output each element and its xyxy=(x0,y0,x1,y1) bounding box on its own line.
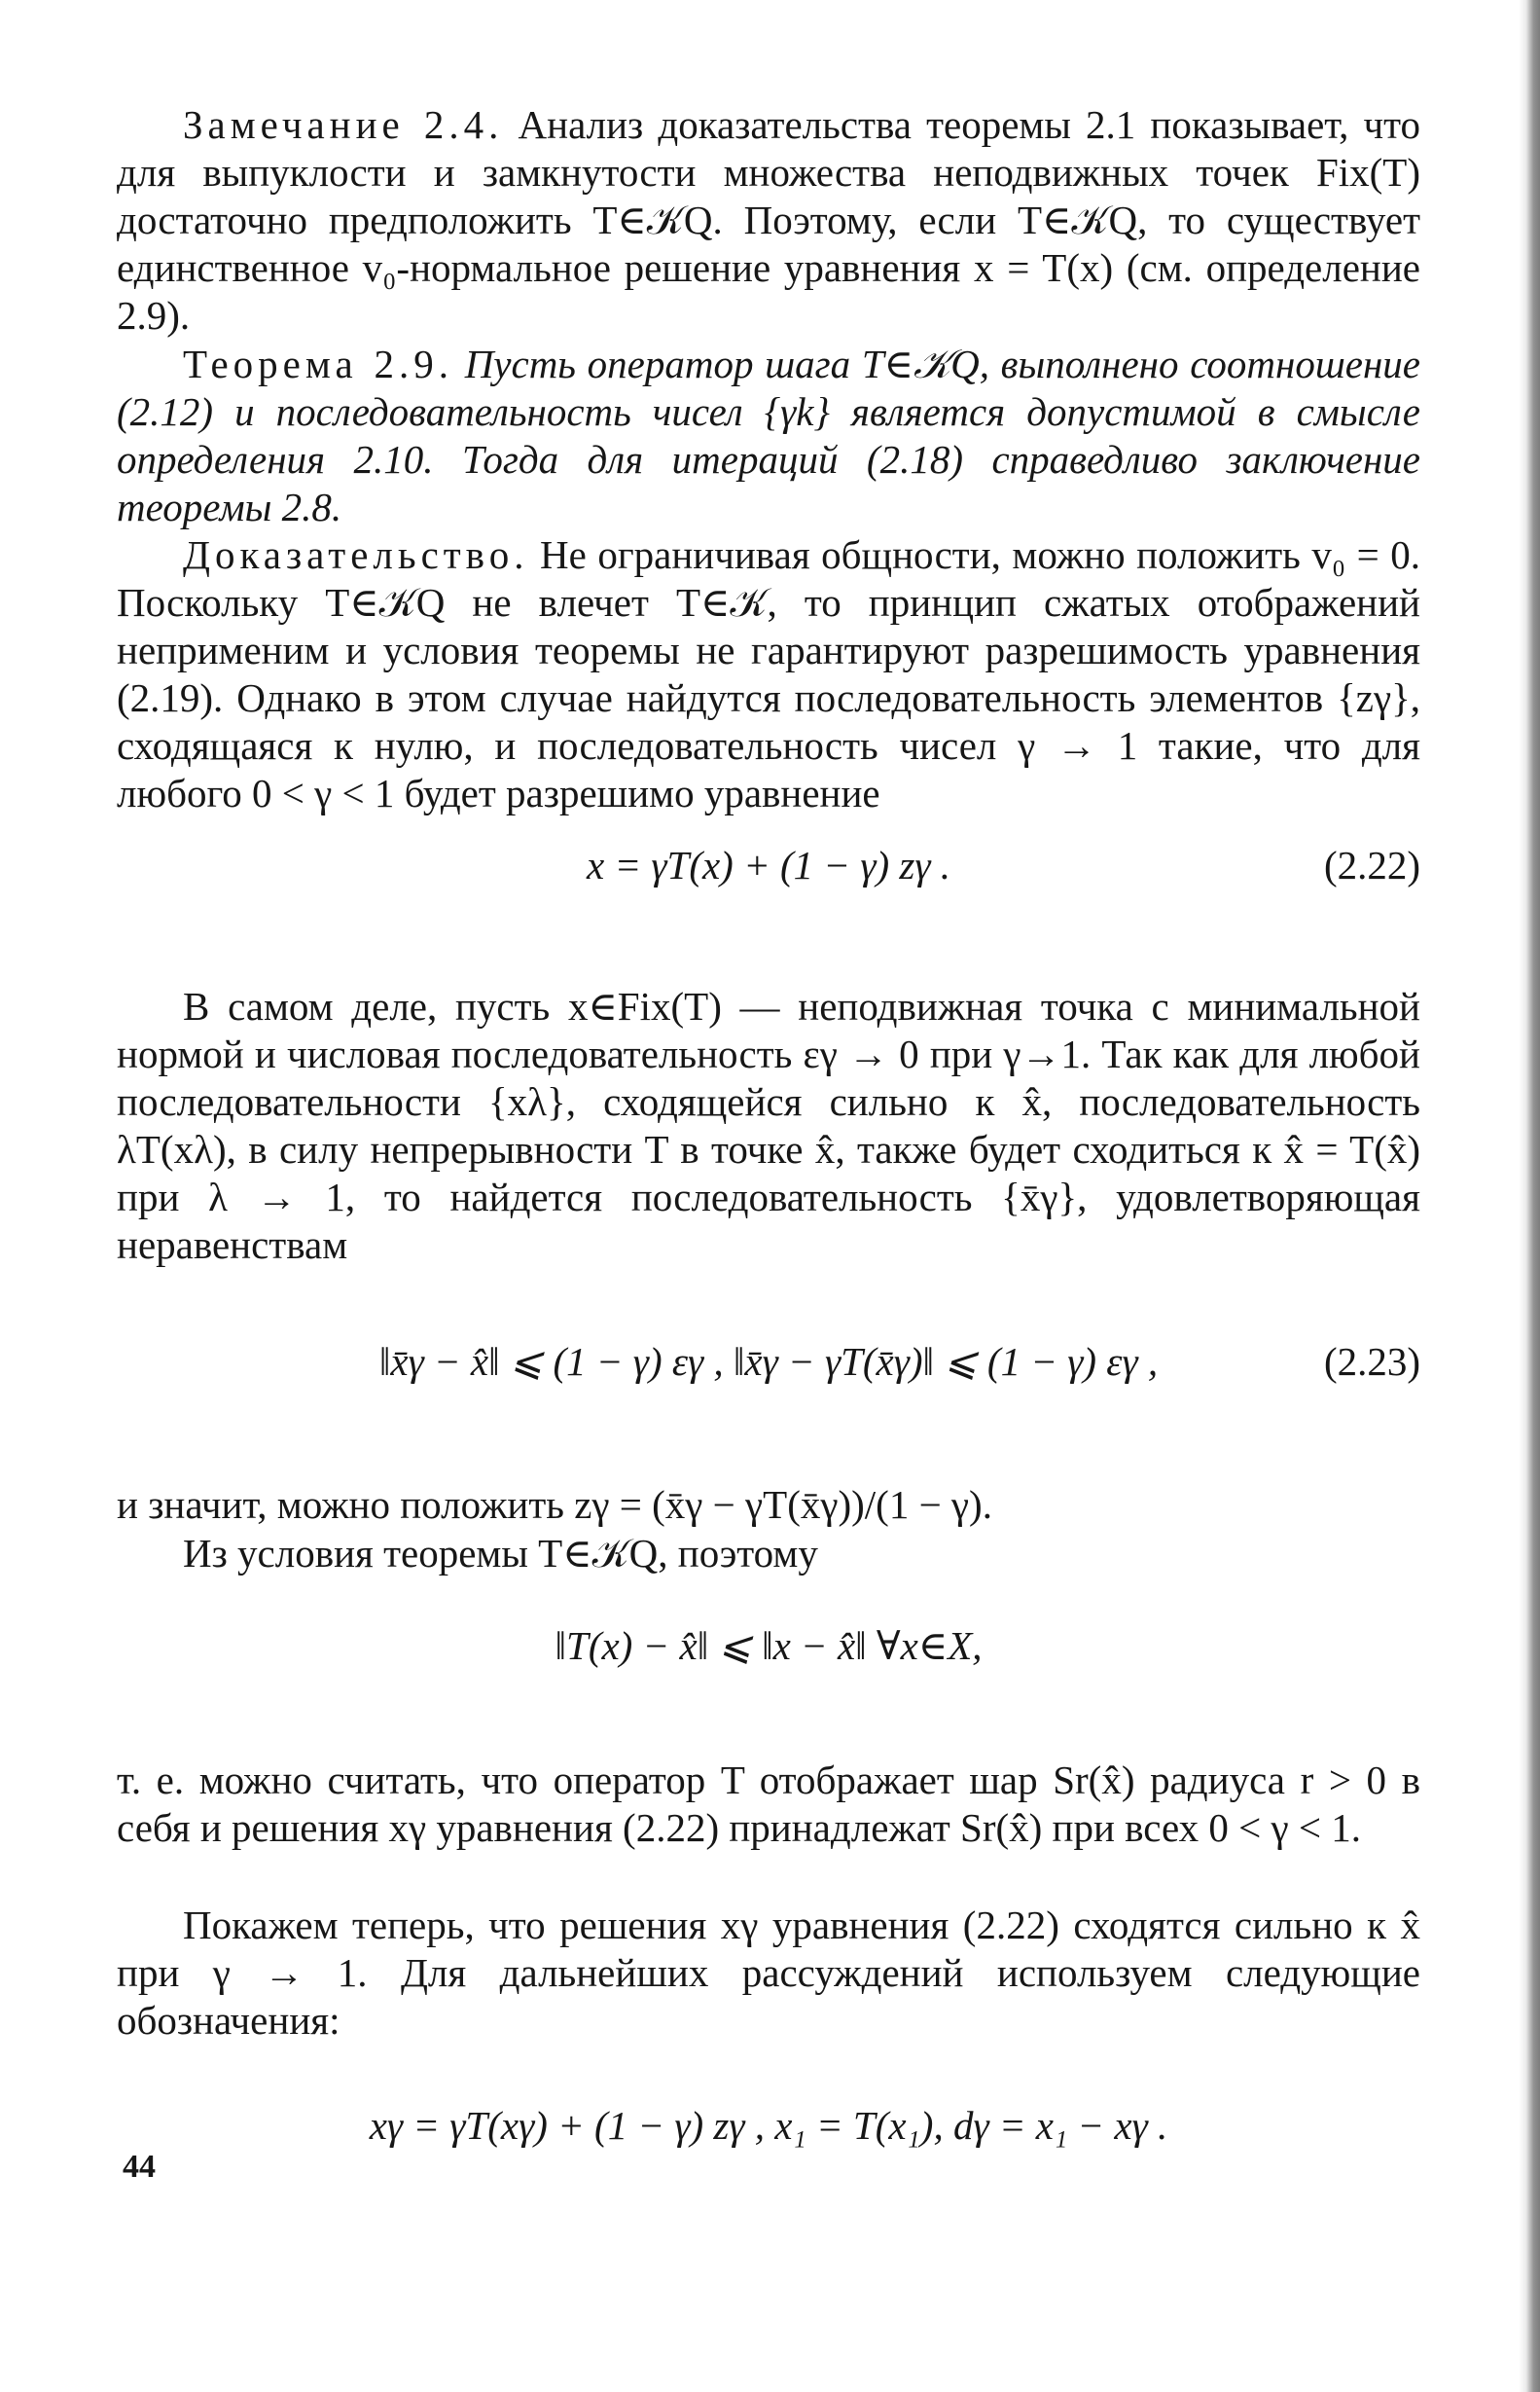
theorem-2-9 xyxy=(117,341,1420,531)
remark-text: Анализ доказательства теоремы 2.1 показывает, что для выпуклости и замкнутости множества неподвижных точек Fix(T) достаточно предположить T∈𝒦Q. Поэтому, если T∈𝒦Q, то существует единственное v₀-нормальное решение уравнения x = T(x) (см. определение 2.9). xyxy=(117,102,1420,338)
paragraph-therefore xyxy=(117,1481,1420,1529)
equation-2-22-number: (2.22) xyxy=(1323,843,1420,888)
equation-notation-formula: xγ = γT(xγ) + (1 − γ) zγ , x₁ = T(x₁), dγ = x₁ − xγ . xyxy=(369,2103,1168,2148)
equation-2-22-formula: x = γT(x) + (1 − γ) zγ . xyxy=(587,843,950,888)
paragraph-ie xyxy=(117,1757,1420,1852)
proof-label: Доказательство. xyxy=(183,532,529,577)
paragraph-therefore-text: и значит, можно положить zγ = (x̄γ − γT(x̄γ))/(1 − γ). xyxy=(117,1482,992,1527)
page-number: 44 xyxy=(123,2149,156,2185)
paragraph-condition xyxy=(117,1530,1420,1577)
theorem-label: Теорема 2.9. xyxy=(183,342,453,386)
paragraph-indeed-text: В самом деле, пусть x∈Fix(T) — неподвижная точка с минимальной нормой и числовая последовательность εγ → 0 при γ→1. Так как для любой последовательности {xλ}, сходящейся сильно к x̂, последовательность λT(xλ), в силу непрерывности T в точке x̂, также будет сходиться к x̂ = T(x̂) при λ → 1, то найдется последовательность {x̄γ}, удовлетворяющая неравенствам xyxy=(117,984,1420,1267)
equation-norm-formula: ‖T(x) − x̂‖ ⩽ ‖x − x̂‖ ∀x∈X, xyxy=(555,1623,983,1668)
paragraph-condition-text: Из условия теоремы T∈𝒦Q, поэтому xyxy=(183,1531,818,1576)
scan-edge-shadow xyxy=(1519,0,1540,2392)
proof xyxy=(117,531,1420,817)
equation-norm xyxy=(117,1622,1420,1670)
theorem-text: Пусть оператор шага T∈𝒦Q, выполнено соотношение (2.12) и последовательность чисел {γk} является допустимой в смысле определения 2.10. Тогда для итераций (2.18) справедливо заключение теоремы 2.8. xyxy=(117,342,1421,529)
remark-2-4 xyxy=(117,101,1420,340)
paragraph-show xyxy=(117,1902,1420,2045)
proof-text: Не ограничивая общности, можно положить v₀ = 0. Поскольку T∈𝒦Q не влечет T∈𝒦, то принцип сжатых отображений неприменим и условия теоремы не гарантируют разрешимость уравнения (2.19). Однако в этом случае найдутся последовательность элементов {zγ}, сходящаяся к нулю, и последовательность чисел γ → 1 такие, что для любого 0 < γ < 1 будет разрешимо уравнение xyxy=(117,532,1420,815)
equation-notation xyxy=(117,2102,1420,2150)
paragraph-show-text: Покажем теперь, что решения xγ уравнения (2.22) сходятся сильно к x̂ при γ → 1. Для дальнейших рассуждений используем следующие обозначения: xyxy=(117,1903,1420,2043)
paragraph-indeed xyxy=(117,983,1420,1269)
equation-2-23 xyxy=(117,1338,1420,1386)
paragraph-ie-text: т. е. можно считать, что оператор T отображает шар Sr(x̂) радиуса r > 0 в себя и решения xγ уравнения (2.22) принадлежат Sr(x̂) при всех 0 < γ < 1. xyxy=(117,1758,1420,1850)
remark-label: Замечание 2.4. xyxy=(183,102,504,147)
equation-2-23-formula: ‖x̄γ − x̂‖ ⩽ (1 − γ) εγ , ‖x̄γ − γT(x̄γ)‖ ⩽ (1 − γ) εγ , xyxy=(378,1339,1159,1384)
equation-2-22 xyxy=(117,842,1420,889)
equation-2-23-number: (2.23) xyxy=(1323,1339,1420,1384)
